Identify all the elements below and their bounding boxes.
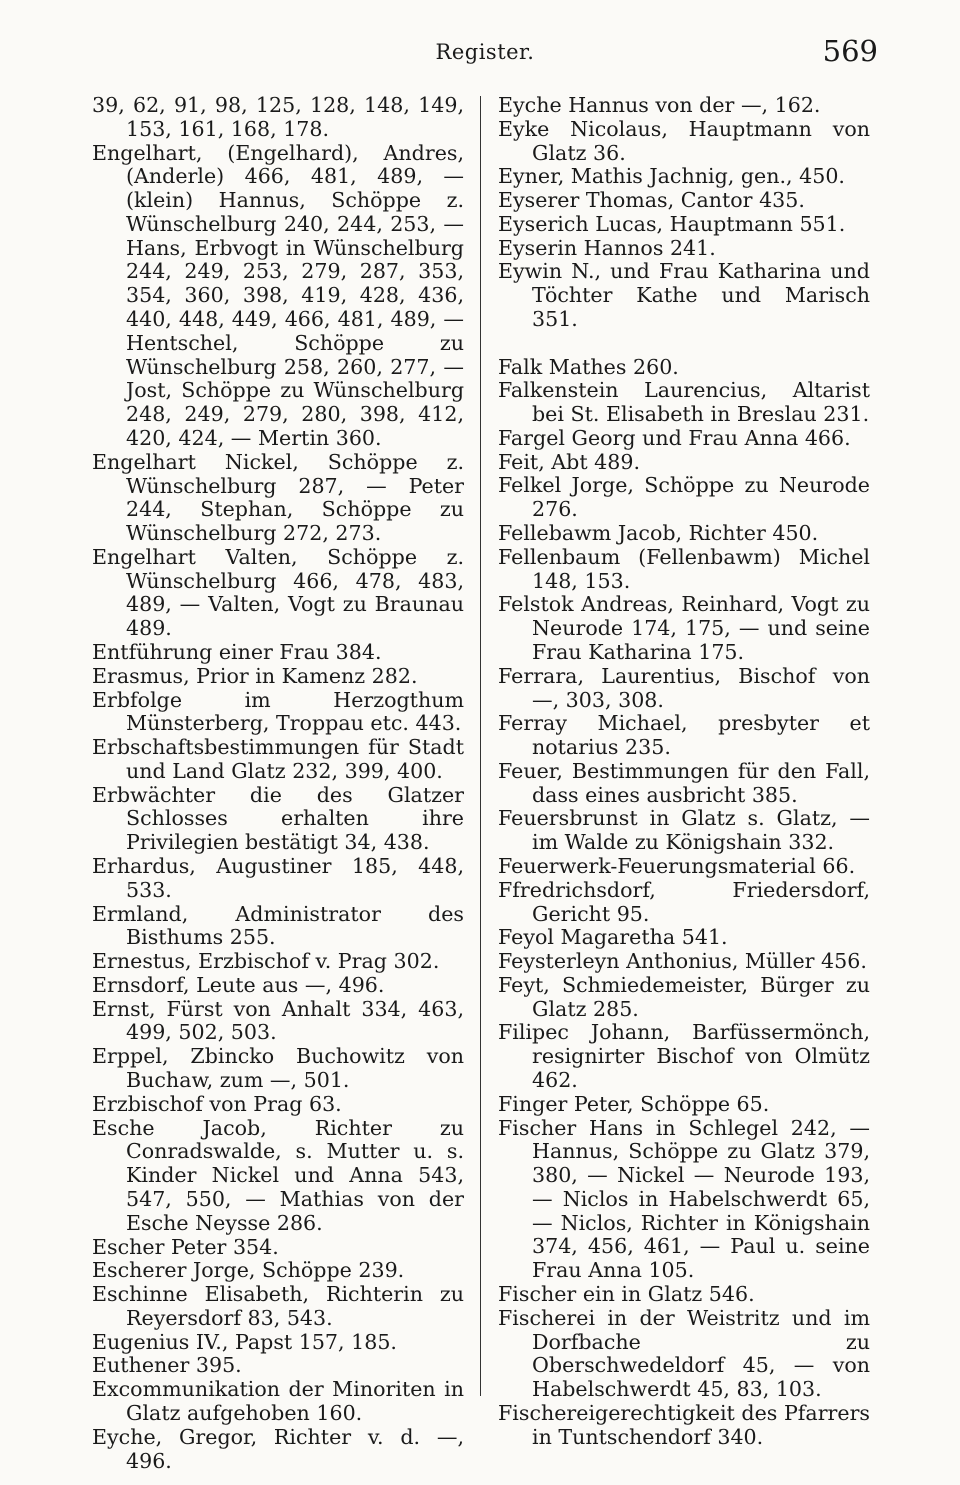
index-entry: Falk Mathes 260. [498, 354, 679, 379]
index-entry: 39, 62, 91, 98, 125, 128, 148, 149, 153, 161, 168, 178. [92, 93, 464, 141]
index-entry: Ferrara, Laurentius, Bischof von —, 303, 308. [498, 663, 870, 712]
index-entry: Excommunikation der Minoriten in Glatz aufgehoben 160. [92, 1377, 464, 1425]
index-entry: Feyt, Schmiedemeister, Bürger zu Glatz 285. [498, 972, 870, 1021]
index-entry: Feysterleyn Anthonius, Müller 456. [498, 949, 867, 974]
index-entry: Entführung einer Frau 384. [92, 639, 382, 664]
index-entry: Erzbischof von Prag 63. [92, 1091, 342, 1116]
index-entry: Feyol Magaretha 541. [498, 925, 728, 950]
right-column [498, 94, 870, 1450]
index-entry: Eyserer Thomas, Cantor 435. [498, 188, 805, 213]
index-entry: Fellenbaum (Fellenbawm) Michel 148, 153. [498, 544, 870, 593]
index-entry: Filipec Johann, Barfüssermönch, resignirter Bischof von Olmütz 462. [498, 1020, 870, 1093]
index-entry: Fellebawm Jacob, Richter 450. [498, 521, 819, 546]
index-entry: Erhardus, Augustiner 185, 448, 533. [92, 854, 464, 902]
index-entry: Erppel, Zbincko Buchowitz von Buchaw, zum —, 501. [92, 1044, 464, 1093]
index-entry: Eyner, Mathis Jachnig, gen., 450. [498, 164, 845, 189]
index-entry: Fargel Georg und Frau Anna 466. [498, 425, 851, 450]
index-entry: Erbwächter die des Glatzer Schlosses erhalten ihre Privilegien bestätigt 34, 438. [92, 782, 464, 855]
index-entry: Fischereigerechtigkeit des Pfarrers in Tuntschendorf 340. [498, 1400, 870, 1449]
index-entry: Eywin N., und Frau Katharina und Töchter Kathe und Marisch 351. [498, 259, 870, 332]
index-entry: Felkel Jorge, Schöppe zu Neurode 276. [498, 473, 870, 522]
index-entry: Ffredrichsdorf, Friedersdorf, Gericht 95. [498, 877, 870, 926]
index-entry: Feuerwerk-Feuerungsmaterial 66. [498, 853, 856, 878]
running-title: Register. [435, 40, 535, 64]
index-entry: Ernsdorf, Leute aus —, 496. [92, 972, 385, 997]
index-entry: Feuer, Bestimmungen für den Fall, dass eines ausbricht 385. [498, 758, 870, 807]
index-entry: Ermland, Administrator des Bisthums 255. [92, 901, 464, 950]
index-entry: Eyserich Lucas, Hauptmann 551. [498, 211, 846, 236]
index-entry: Eschinne Elisabeth, Richterin zu Reyersdorf 83, 543. [92, 1282, 464, 1330]
index-entry: Esche Jacob, Richter zu Conradswalde, s. Mutter u. s. Kinder Nickel und Anna 543, 547, 550, — Mathias von der Esche Neysse 286. [92, 1115, 464, 1235]
index-entry: Eugenius IV., Papst 157, 185. [92, 1329, 397, 1354]
index-entry: Eyche, Gregor, Richter v. d. —, 496. [92, 1424, 464, 1473]
index-entry: Ferray Michael, presbyter et notarius 235. [498, 711, 870, 760]
index-entry: Feit, Abt 489. [498, 449, 641, 474]
index-entry: Ernestus, Erzbischof v. Prag 302. [92, 949, 440, 974]
column-divider [480, 96, 481, 1396]
page-header [92, 34, 878, 74]
index-entry: Escherer Jorge, Schöppe 239. [92, 1258, 405, 1283]
index-entry: Eyke Nicolaus, Hauptmann von Glatz 36. [498, 116, 870, 165]
index-entry: Falkenstein Laurencius, Altarist bei St. Elisabeth in Breslau 231. [498, 378, 870, 427]
index-entry: Euthener 395. [92, 1353, 242, 1378]
index-entry: Escher Peter 354. [92, 1234, 279, 1259]
index-entry: Engelhart Nickel, Schöppe z. Wünschelburg 287, — Peter 244, Stephan, Schöppe zu Wünschelburg 272, 273. [92, 449, 464, 546]
index-entry: Finger Peter, Schöppe 65. [498, 1091, 770, 1116]
index-entry: Ernst, Fürst von Anhalt 334, 463, 499, 502, 503. [92, 996, 464, 1045]
index-entry: Erasmus, Prior in Kamenz 282. [92, 663, 418, 688]
index-entry: Erbfolge im Herzogthum Münsterberg, Troppau etc. 443. [92, 687, 464, 736]
index-entry: Engelhart, (Engelhard), Andres, (Anderle) 466, 481, 489, — (klein) Hannus, Schöppe z. Wünschelburg 240, 244, 253, — Hans, Erbvogt in Wünschelburg 244, 249, 253, 279, 287, 353, 354, 360, 398, 419, 428, 436, 440, 448, 449, 466, 481, 489, — Hentschel, Schöppe zu Wünschelburg 258, 260, 277, — Jost, Schöppe zu Wünschelburg 248, 249, 279, 280, 398, 412, 420, 424, — Mertin 360. [92, 140, 464, 450]
index-entry: Eyche Hannus von der —, 162. [498, 93, 821, 117]
index-entry: Eyserin Hannos 241. [498, 235, 716, 260]
index-entry: Fischerei in der Weistritz und im Dorfbache zu Oberschwedeldorf 45, — von Habelschwerdt 45, 83, 103. [498, 1305, 870, 1402]
index-entry: Fischer Hans in Schlegel 242, — Hannus, Schöppe zu Glatz 379, 380, — Nickel — Neurode 193, — Niclos in Habelschwerdt 65, — Niclos, Richter in Königshain 374, 456, 461, — Paul u. seine Frau Anna 105. [498, 1115, 870, 1283]
page-number: 569 [822, 34, 878, 68]
index-entry: Felstok Andreas, Reinhard, Vogt zu Neurode 174, 175, — und seine Frau Katharina 175. [498, 592, 870, 664]
index-entry: Engelhart Valten, Schöppe z. Wünschelburg 466, 478, 483, 489, — Valten, Vogt zu Braunau 489. [92, 544, 464, 641]
index-entry: Fischer ein in Glatz 546. [498, 1282, 755, 1307]
left-column [92, 94, 464, 1473]
index-entry: Erbschaftsbestimmungen für Stadt und Land Glatz 232, 399, 400. [92, 735, 464, 783]
index-entry: Feuersbrunst in Glatz s. Glatz, — im Walde zu Königshain 332. [498, 806, 870, 855]
